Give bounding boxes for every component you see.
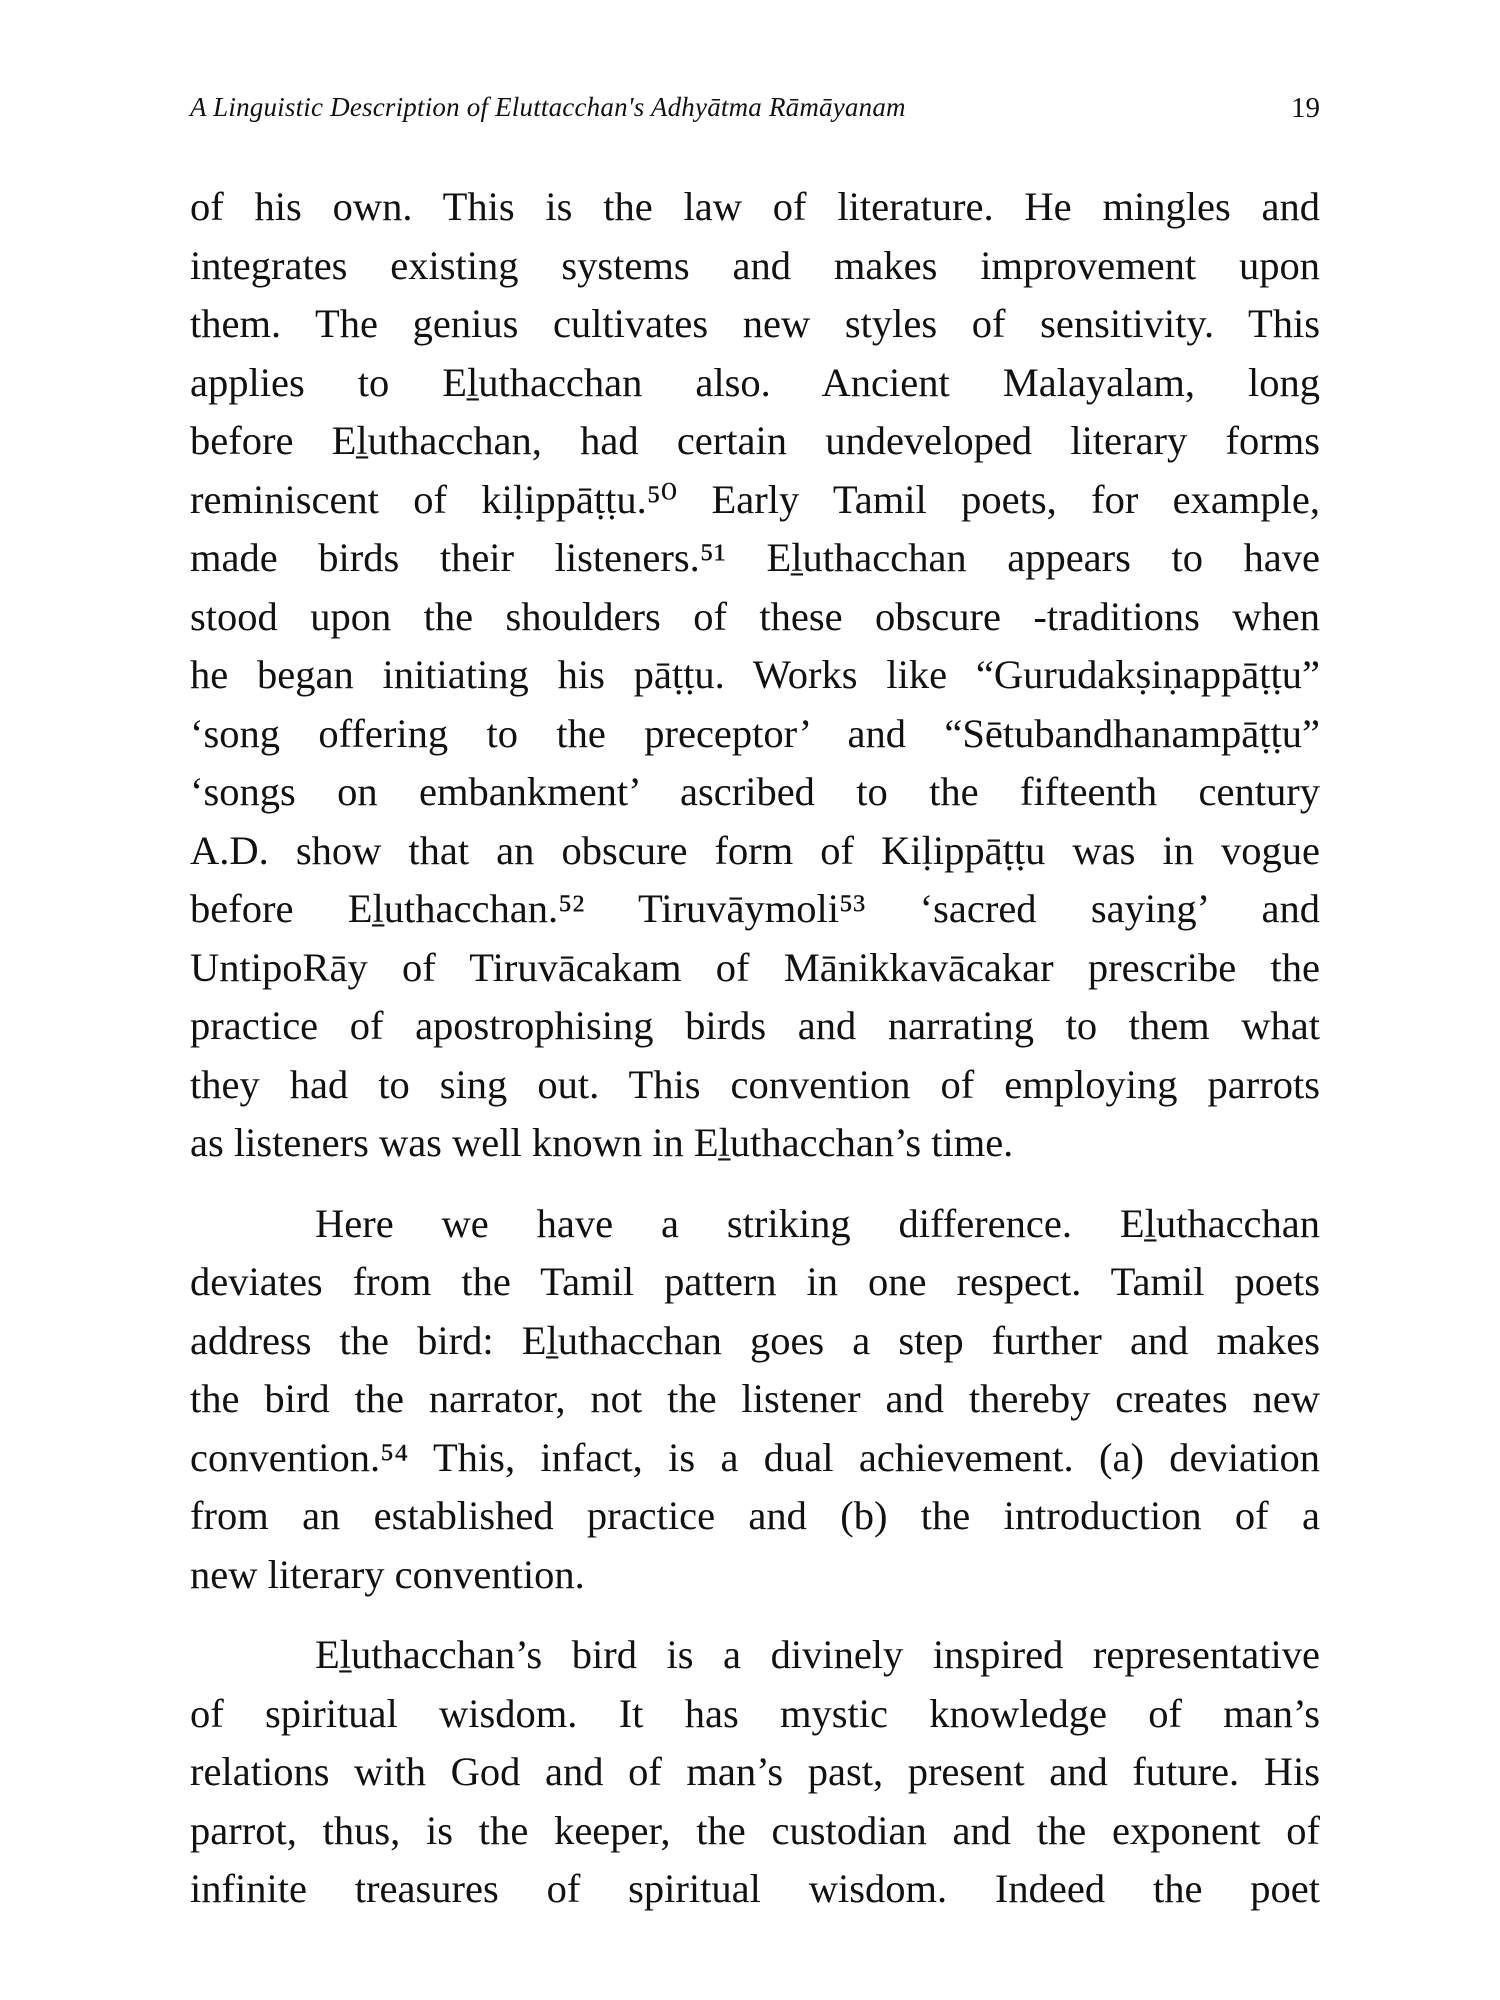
text-line: reminiscent of kiḷippāṭṭu.⁵⁰ Early Tamil poets, for example, (190, 476, 1320, 522)
text-line: convention.⁵⁴ This, infact, is a dual achievement. (a) deviation (190, 1434, 1320, 1480)
text-line: deviates from the Tamil pattern in one respect. Tamil poets (190, 1259, 1320, 1304)
text-line: stood upon the shoulders of these obscure -traditions when (190, 593, 1320, 639)
text-line: the bird the narrator, not the listener and thereby creates new (190, 1376, 1320, 1421)
text-line: address the bird: Eḻuthacchan goes a step further and makes (190, 1317, 1320, 1363)
text-line: before Eḻuthacchan, had certain undeveloped literary forms (190, 418, 1320, 463)
text-line: made birds their listeners.⁵¹ Eḻuthacchan appears to have (190, 535, 1320, 580)
text-line: Here we have a striking difference. Eḻuthacchan (315, 1200, 1320, 1246)
text-line: of his own. This is the law of literature. He mingles and (190, 184, 1320, 229)
page-header (190, 92, 1320, 132)
text-line: they had to sing out. This convention of employing parrots (190, 1061, 1320, 1107)
paragraph-1 (190, 178, 1320, 1173)
text-line: ‘song offering to the preceptor’ and “Sētubandhanampāṭṭu” (190, 710, 1320, 756)
text-line: applies to Eḻuthacchan also. Ancient Malayalam, long (190, 359, 1320, 405)
text-line: before Eḻuthacchan.⁵² Tiruvāymoli⁵³ ‘sacred saying’ and (190, 886, 1320, 931)
text-line: relations with God and of man’s past, present and future. His (190, 1749, 1320, 1794)
text-line: A.D. show that an obscure form of Kiḷippāṭṭu was in vogue (190, 827, 1320, 873)
text-line: practice of apostrophising birds and narrating to them what (190, 1003, 1320, 1048)
text-line: UntipoRāy of Tiruvācakam of Mānikkavācakar prescribe the (190, 944, 1320, 990)
paragraph-2 (190, 1195, 1320, 1605)
text-line: infinite treasures of spiritual wisdom. Indeed the poet (190, 1866, 1320, 1911)
running-head: A Linguistic Description of Eluttacchan's Adhyātma Rāmāyanam (190, 92, 906, 122)
text-line: he began initiating his pāṭṭu. Works like “Gurudakṣiṇappāṭṭu” (190, 652, 1320, 697)
text-line: from an established practice and (b) the introduction of a (190, 1493, 1320, 1538)
page-number: 19 (1291, 92, 1320, 124)
text-line: Eḻuthacchan’s bird is a divinely inspired representative (315, 1632, 1320, 1677)
text-line: ‘songs on embankment’ ascribed to the fifteenth century (190, 769, 1320, 814)
text-line: them. The genius cultivates new styles of sensitivity. This (190, 301, 1320, 346)
paragraph-3 (190, 1626, 1320, 1919)
text-line: as listeners was well known in Eḻuthacchan’s time. (190, 1120, 1014, 1165)
body-text (190, 178, 1320, 1941)
text-line: integrates existing systems and makes improvement upon (190, 242, 1320, 288)
text-line: parrot, thus, is the keeper, the custodian and the exponent of (190, 1807, 1320, 1853)
text-line: new literary convention. (190, 1551, 585, 1597)
text-line: of spiritual wisdom. It has mystic knowledge of man’s (190, 1690, 1320, 1736)
